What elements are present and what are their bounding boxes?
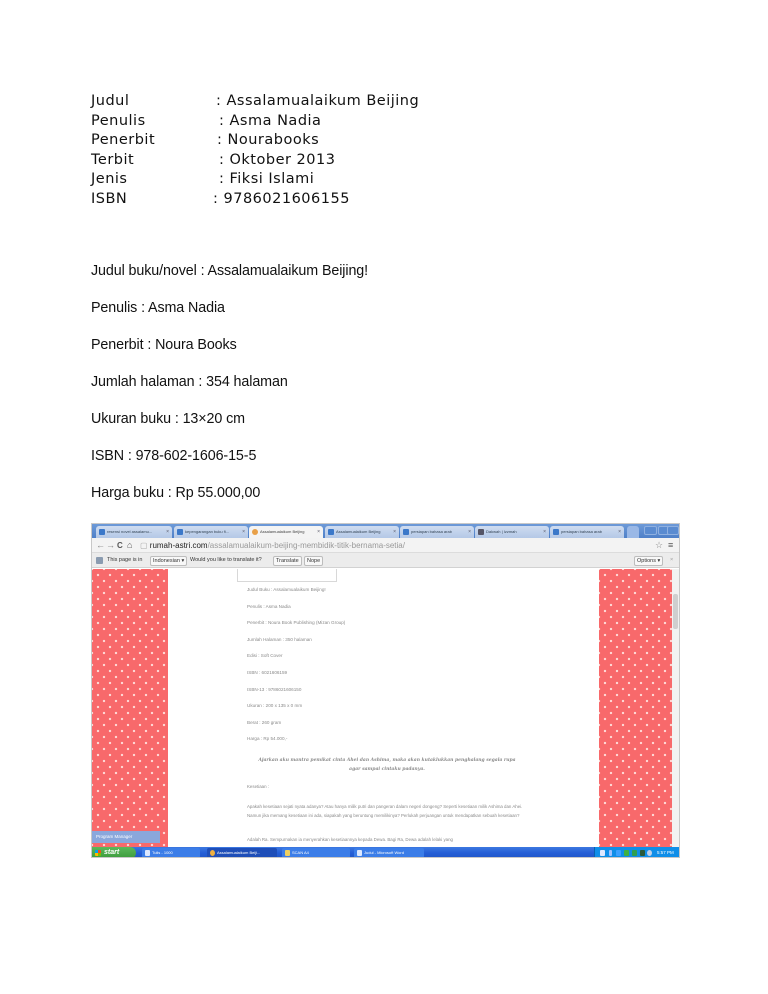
browser-tab[interactable] [475,526,549,538]
taskbar-item[interactable] [282,848,350,858]
url-path: /assalamualaikum-beijing-membidik-titik-bernama-setia/ [207,541,405,550]
start-button[interactable] [92,847,136,858]
translate-prefix: This page is in [107,557,143,563]
taskbar-item-label: Judul - Microsoft Word [364,850,404,855]
tray-icon[interactable] [640,850,645,856]
translate-question: Would you like to translate it? [190,557,262,563]
new-tab-button[interactable] [627,526,639,538]
polka-dot-left-panel [92,569,168,847]
tab-label: kepengarangan buku fi... [185,529,230,534]
translate-button[interactable]: Translate [273,556,302,566]
address-bar[interactable] [140,540,650,551]
value-penulis: : Asma Nadia [219,112,322,129]
tab-label: persiapan bahasa arab [561,529,602,534]
tab-close-icon[interactable]: × [317,529,320,535]
close-window-button[interactable] [667,526,679,535]
browser-tab[interactable] [96,526,172,538]
tab-close-icon[interactable]: × [166,529,169,535]
value-terbit: : Oktober 2013 [219,151,336,168]
article-line: Judul Buku : Assalamualaikum Beijing! [247,587,326,592]
detail-size: Ukuran buku : 13×20 cm [91,411,245,427]
favicon-icon [99,529,105,535]
tab-label: Assalamualaikum Beijing [260,529,305,534]
forward-icon[interactable]: → [106,540,115,550]
tray-icon[interactable] [616,850,621,856]
taskbar-item[interactable] [354,848,424,858]
article-line: Edisi : Soft Cover [247,653,283,659]
label-penerbit: Penerbit [91,132,156,149]
close-translate-icon[interactable]: × [670,557,674,563]
web-page-content [92,569,679,847]
tab-close-icon[interactable]: × [393,529,396,535]
translate-bar [92,553,679,568]
start-label: start [104,849,120,856]
label-jenis: Jenis [91,171,128,188]
page-scrollbar[interactable] [672,569,679,847]
minimize-button[interactable] [644,526,657,535]
browser-toolbar [92,538,679,553]
value-judul: : Assalamualaikum Beijing [216,93,420,109]
favicon-icon [478,529,484,535]
article-line: Ukuran : 200 x 135 x 0 mm [247,703,303,709]
taskbar-item[interactable] [142,848,200,858]
tray-icon[interactable] [647,850,652,856]
label-judul: Judul [91,93,130,109]
tab-label: resensi novel assalamu... [107,529,153,534]
label-isbn: ISBN [91,190,128,207]
favicon-icon [328,529,334,535]
browser-tab-active[interactable] [249,526,323,538]
article-section-label: Kesetiaan : [247,784,269,789]
detail-title: Judul buku/novel : Assalamualaikum Beijing! [91,263,369,279]
browser-tab[interactable] [550,526,624,538]
detail-isbn: ISBN : 978-602-1606-15-5 [91,448,257,464]
tab-close-icon[interactable]: × [242,529,245,535]
options-button[interactable]: Options ▾ [634,556,663,566]
browser-tab[interactable] [174,526,248,538]
tray-icon[interactable] [609,850,612,856]
language-select[interactable]: Indonesian ▾ [150,556,187,566]
favicon-icon [177,529,183,535]
page-icon: ▢ [140,541,150,550]
browser-tab[interactable] [325,526,399,538]
tab-close-icon[interactable]: × [468,529,471,535]
back-icon[interactable]: ← [96,540,105,550]
tab-close-icon[interactable]: × [543,529,546,535]
windows-taskbar [92,847,679,858]
embedded-browser-screenshot [91,523,680,858]
menu-icon[interactable]: ≡ [668,540,674,550]
article-line: ISBN : 6021606159 [247,669,288,675]
program-manager-tooltip: Program Manager [92,831,160,843]
tab-label: Dakwah | Izzmah [486,529,517,534]
article-line: Harga : Rp 54.000,- [247,736,288,742]
value-isbn: : 9786021606155 [213,190,350,207]
tab-close-icon[interactable]: × [618,529,621,535]
tray-icon[interactable] [624,850,629,856]
label-terbit: Terbit [91,151,135,168]
browser-icon [210,850,215,856]
tray-icon[interactable] [632,850,637,856]
taskbar-item-label: Assalamualaikum Beiji... [217,850,261,855]
detail-author: Penulis : Asma Nadia [91,300,225,316]
favicon-icon [403,529,409,535]
article-book-specs [247,587,527,753]
taskbar-item-label: SCAN A4 [292,850,309,855]
value-penerbit: : Nourabooks [217,132,320,149]
article-line: ISBN-13 : 9786021606150 [247,686,302,692]
article-line: Penerbit : Noura Book Publishing (Mizan Group) [247,620,346,626]
tray-icon[interactable] [600,850,605,856]
windows-logo-icon [95,850,101,856]
tab-label: Assalamualaikum Beijing [336,529,381,534]
url-host: rumah-astri.com [149,541,208,550]
detail-price: Harga buku : Rp 55.000,00 [91,485,261,501]
article-quote: Ajarkan aku mantra pemikat cinta Ahei dan Ashima, maka akan kutaklukkan penghalang segala rupa agar sampai cintaku padanya. [258,758,516,772]
document-icon [357,850,362,856]
home-icon[interactable]: ⌂ [127,540,133,550]
taskbar-item-label: Tulis - 1000 [152,850,173,855]
page-search-box[interactable] [237,569,337,582]
article-paragraph: Adalah Ra. Sempurnakan ia menyerahkan kesetiaannya kepada Dewa. Bagi Ra, Dewa adalah lelaki yang [247,837,453,842]
translate-icon [96,557,103,564]
article-line: Penulis : Asma Nadia [247,603,291,609]
favicon-icon [252,529,258,535]
system-tray [594,847,679,858]
bookmark-star-icon[interactable]: ☆ [655,540,664,550]
tab-label: persiapan bahasa arab [411,529,452,534]
folder-icon [285,850,290,856]
label-penulis: Penulis [91,112,146,129]
detail-pages: Jumlah halaman : 354 halaman [91,374,288,390]
article-line: Jumlah Halaman : 350 halaman [247,636,312,642]
browser-tab-strip [92,524,679,538]
taskbar-item-active[interactable] [207,848,277,858]
app-icon [145,850,150,856]
nope-button[interactable]: Nope [304,556,323,566]
scrollbar-thumb[interactable] [673,594,678,629]
value-jenis: : Fiksi Islami [219,171,315,188]
book-details [91,262,368,521]
polka-dot-right-panel [599,569,674,847]
reload-icon[interactable]: C [117,541,123,550]
favicon-icon [553,529,559,535]
article-line: Berat : 260 gram [247,719,282,725]
detail-publisher: Penerbit : Noura Books [91,337,237,353]
browser-tab[interactable] [400,526,474,538]
article-paragraph: Apakah kesetiaan sejati nyata adanya? Atau hanya milik putri dan pangeran dalam negeri dongeng? Seperti kesetiaan milik Ashima dan Ahei. Namun jika memang kesetiaan ini ada, siapakah yang beruntung memilikinya? Perlukah perjuangan untuk mendapatkan sebuah kesetiaan? [247,804,523,819]
clock: 5:57 PM [657,850,674,855]
